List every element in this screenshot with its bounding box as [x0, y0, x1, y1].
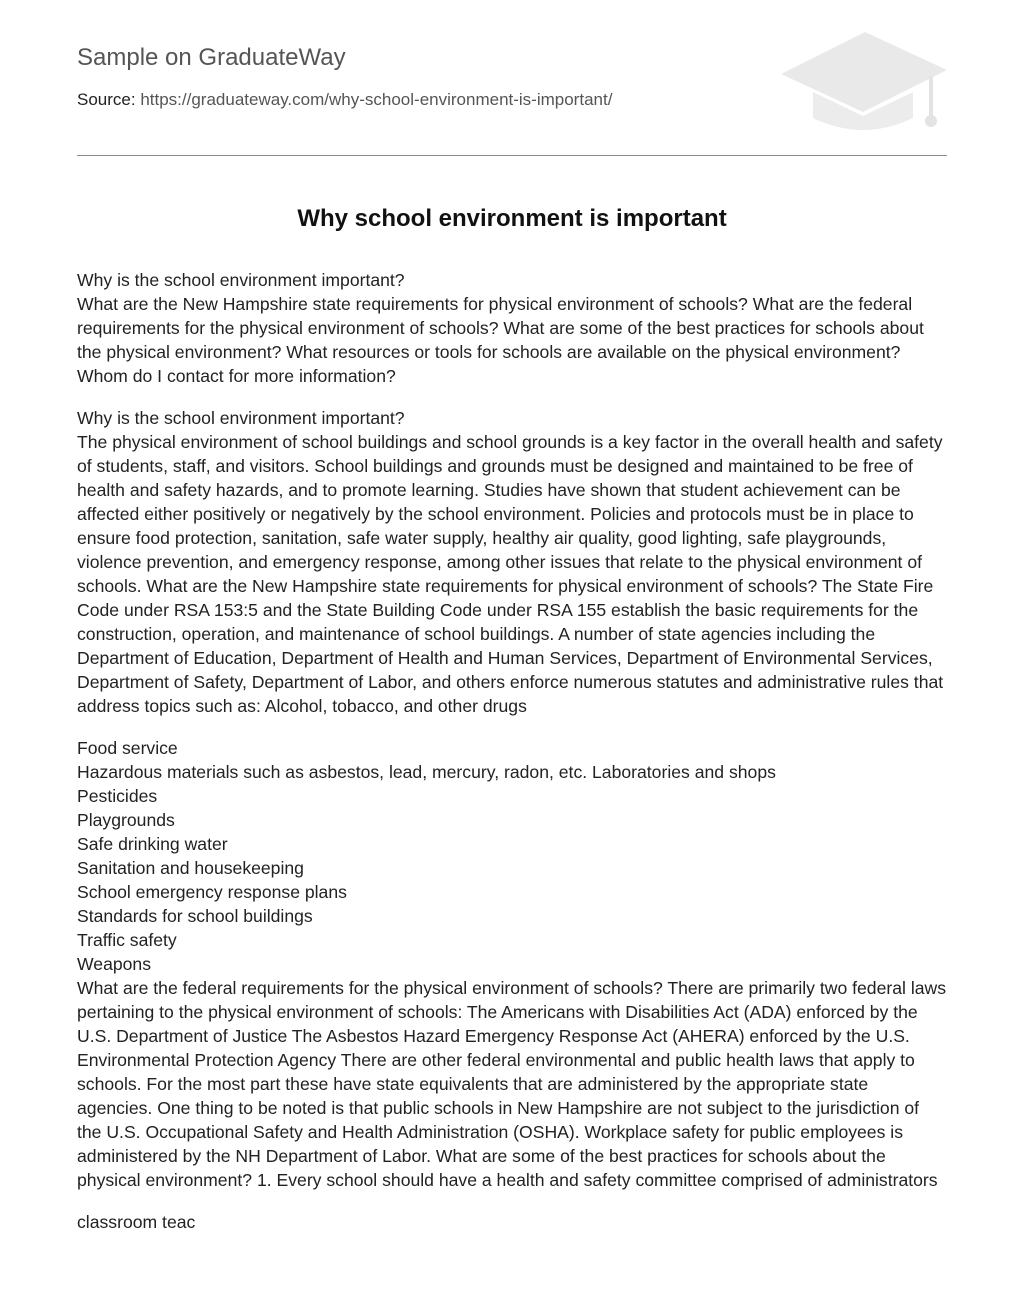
topic-item: Weapons — [77, 954, 152, 974]
topics-paragraph — [77, 736, 947, 1192]
section-paragraph — [77, 406, 947, 718]
intro-text: What are the New Hampshire state requirements for physical environment of schools? What are the federal requirements for the physical environment of schools? What are some of the best practices for schools about the physical environment? What resources or tools for schools are available on the physical environment? Whom do I contact for more information? — [77, 294, 924, 386]
topic-item: School emergency response plans — [77, 882, 347, 902]
topic-item: Traffic safety — [77, 930, 177, 950]
section-text: The physical environment of school buildings and school grounds is a key factor in the overall health and safety of students, staff, and visitors. School buildings and grounds must be designed and maintained to be free of health and safety hazards, and to promote learning. Studies have shown that student achievement can be affected either positively or negatively by the school environment. Policies and protocols must be in place to ensure food protection, sanitation, safe water supply, healthy air quality, good lighting, safe playgrounds, violence prevention, and emergency response, among other issues that relate to the physical environment of schools. What are the New Hampshire state requirements for physical environment of schools? The State Fire Code under RSA 153:5 and the State Building Code under RSA 155 establish the basic requirements for the construction, operation, and maintenance of school buildings. A number of state agencies including the Department of Education, Department of Health and Human Services, Department of Environmental Services, Department of Safety, Department of Labor, and others enforce numerous statutes and administrative rules that address topics such as: Alcohol, tobacco, and other drugs — [77, 432, 944, 716]
topic-item: Sanitation and housekeeping — [77, 858, 304, 878]
topic-item: Hazardous materials such as asbestos, lead, mercury, radon, etc. Laboratories and shops — [77, 762, 776, 782]
source-link[interactable]: https://graduateway.com/why-school-environment-is-important/ — [140, 90, 613, 109]
intro-heading: Why is the school environment important? — [77, 270, 405, 290]
topic-item: Playgrounds — [77, 810, 175, 830]
graduation-cap-icon — [781, 30, 947, 134]
topic-item: Pesticides — [77, 786, 158, 806]
source-line — [77, 90, 612, 110]
trailing-text: classroom teac — [77, 1212, 196, 1232]
source-label: Source: — [77, 90, 136, 109]
federal-text: What are the federal requirements for the physical environment of schools? There are primarily two federal laws pertaining to the physical environment of schools: The Americans with Disabilities Act (ADA) enforced by the U.S. Department of Justice The Asbestos Hazard Emergency Response Act (AHERA) enforced by the U.S. Environmental Protection Agency There are other federal environmental and public health laws that apply to schools. For the most part these have state equivalents that are administered by the appropriate state agencies. One thing to be noted is that public schools in New Hampshire are not subject to the jurisdiction of the U.S. Occupational Safety and Health Administration (OSHA). Workplace safety for public employees is administered by the NH Department of Labor. What are some of the best practices for schools about the physical environment? 1. Every school should have a health and safety committee comprised of administrators — [77, 978, 947, 1190]
intro-paragraph — [77, 268, 947, 388]
trailing-paragraph — [77, 1210, 947, 1234]
document-body — [77, 268, 947, 1252]
topic-item: Safe drinking water — [77, 834, 228, 854]
document-title: Why school environment is important — [297, 205, 727, 232]
topic-item: Standards for school buildings — [77, 906, 313, 926]
topic-item: Food service — [77, 738, 178, 758]
header-divider — [77, 155, 947, 156]
section-heading: Why is the school environment important? — [77, 408, 405, 428]
site-title: Sample on GraduateWay — [77, 44, 346, 71]
page-header — [77, 0, 947, 156]
